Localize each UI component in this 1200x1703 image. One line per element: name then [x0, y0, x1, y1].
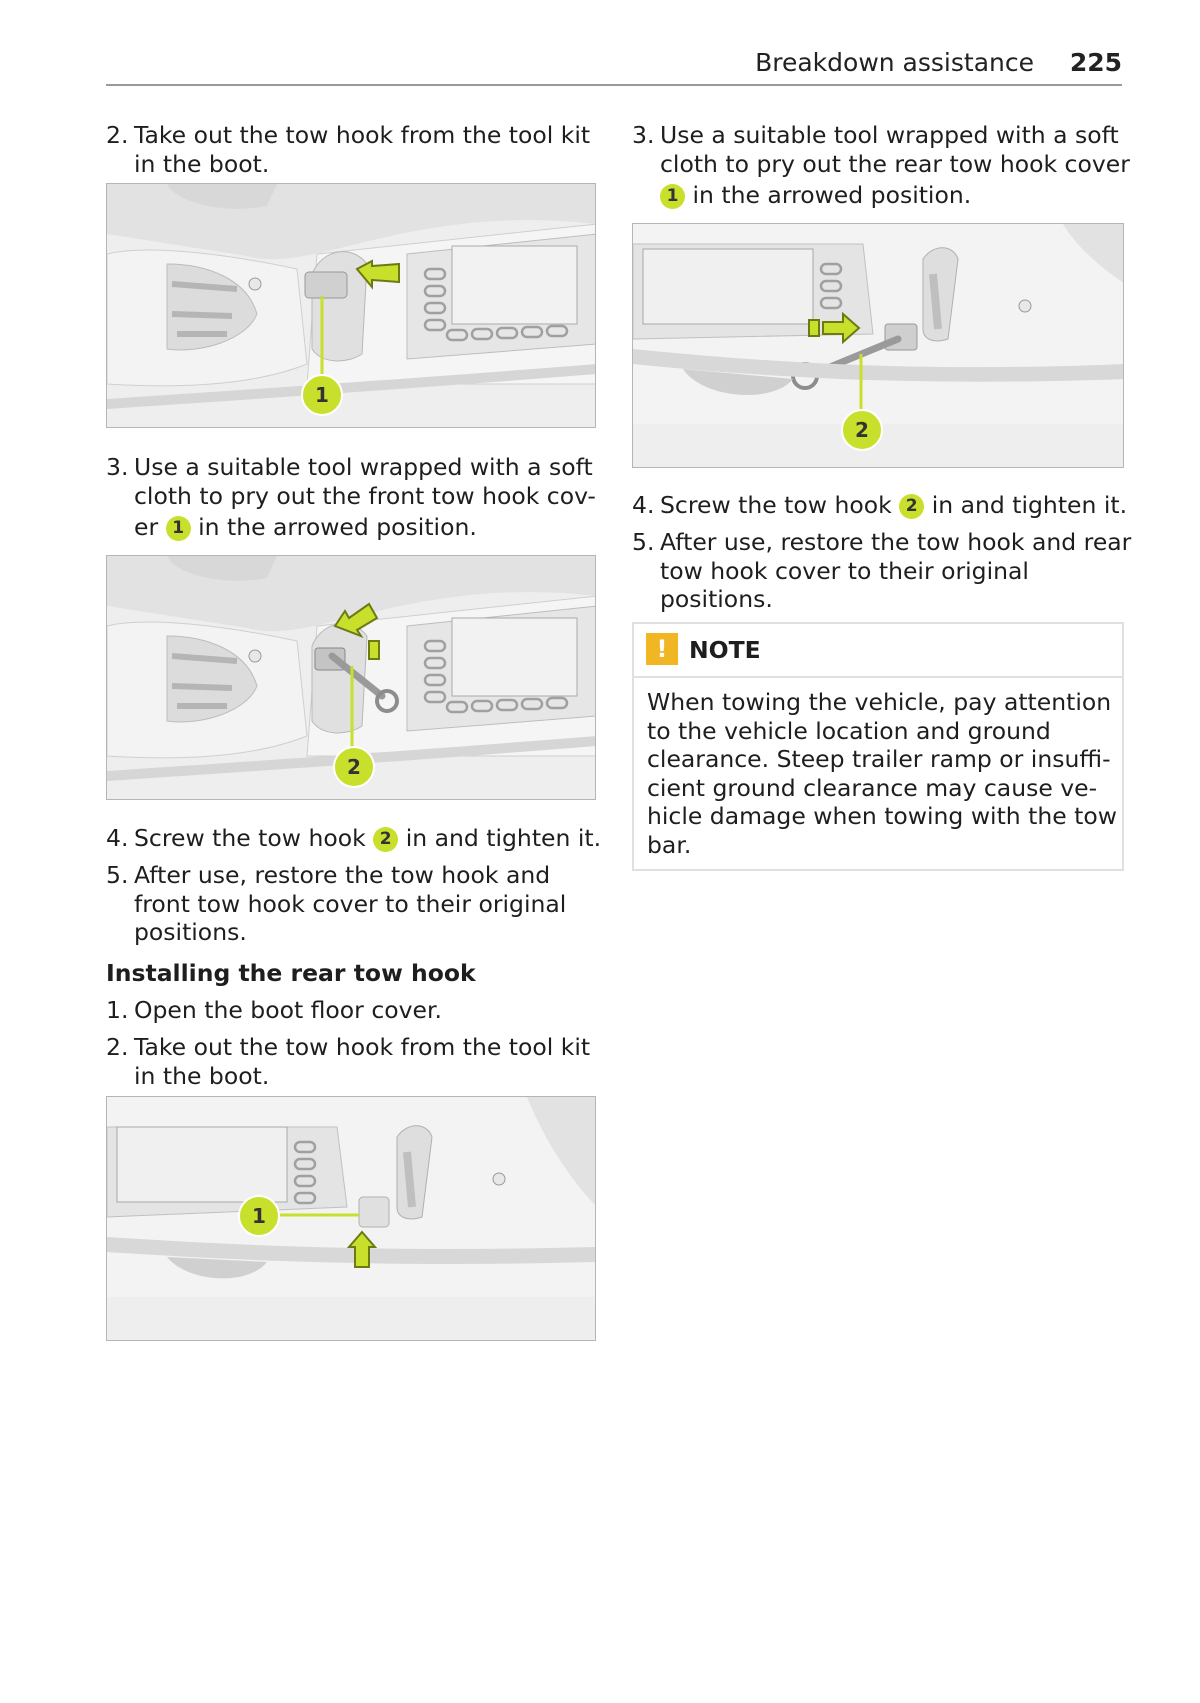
inline-callout-2: 2 — [373, 827, 398, 852]
note-body: When towing the vehicle, pay attention to the vehicle location and ground clearance. Steep trailer ramp or insuffi- cient ground clearance may cause ve- hicle damage when towing with the tow bar. — [647, 688, 1117, 859]
inline-callout-1: 1 — [660, 184, 685, 209]
rear-bumper-cover-illustration — [106, 1096, 596, 1341]
section-heading: Installing the rear tow hook — [106, 959, 476, 987]
rear-tow-hook-illustration — [632, 223, 1124, 468]
front-tow-hook-illustration — [106, 555, 596, 800]
rear-step-5: 5. After use, restore the tow hook and rear tow hook cover to their original positions. — [632, 528, 1132, 613]
note-box — [632, 622, 1124, 871]
warning-icon: ! — [646, 633, 678, 665]
front-step-3: 3. Use a suitable tool wrapped with a soft cloth to pry out the front tow hook cov- er 1 in the arrowed position. — [106, 453, 596, 541]
front-step-2: 2. Take out the tow hook from the tool kit in the boot. — [106, 121, 591, 178]
callout-1: 1 — [238, 1195, 280, 1237]
rear-step-3: 3. Use a suitable tool wrapped with a soft cloth to pry out the rear tow hook cover 1 in the arrowed position. — [632, 121, 1130, 209]
page-number: 225 — [1069, 48, 1122, 77]
front-step-4: 4. Screw the tow hook 2 in and tighten it. — [106, 824, 602, 852]
callout-1: 1 — [301, 374, 343, 416]
callout-2: 2 — [333, 746, 375, 788]
inline-callout-2: 2 — [899, 494, 924, 519]
note-title: NOTE — [689, 636, 761, 664]
note-header — [634, 624, 1122, 678]
callout-2: 2 — [841, 409, 883, 451]
header-section-title: Breakdown assistance — [755, 48, 1034, 77]
inline-callout-1: 1 — [166, 516, 191, 541]
front-bumper-cover-illustration — [106, 183, 596, 428]
rear-step-4: 4. Screw the tow hook 2 in and tighten it. — [632, 491, 1128, 519]
front-step-5: 5. After use, restore the tow hook and front tow hook cover to their original positions. — [106, 861, 567, 946]
page-header — [106, 40, 1122, 86]
rear-step-2: 2. Take out the tow hook from the tool kit in the boot. — [106, 1033, 591, 1090]
rear-step-1: 1. Open the boot floor cover. — [106, 996, 442, 1024]
